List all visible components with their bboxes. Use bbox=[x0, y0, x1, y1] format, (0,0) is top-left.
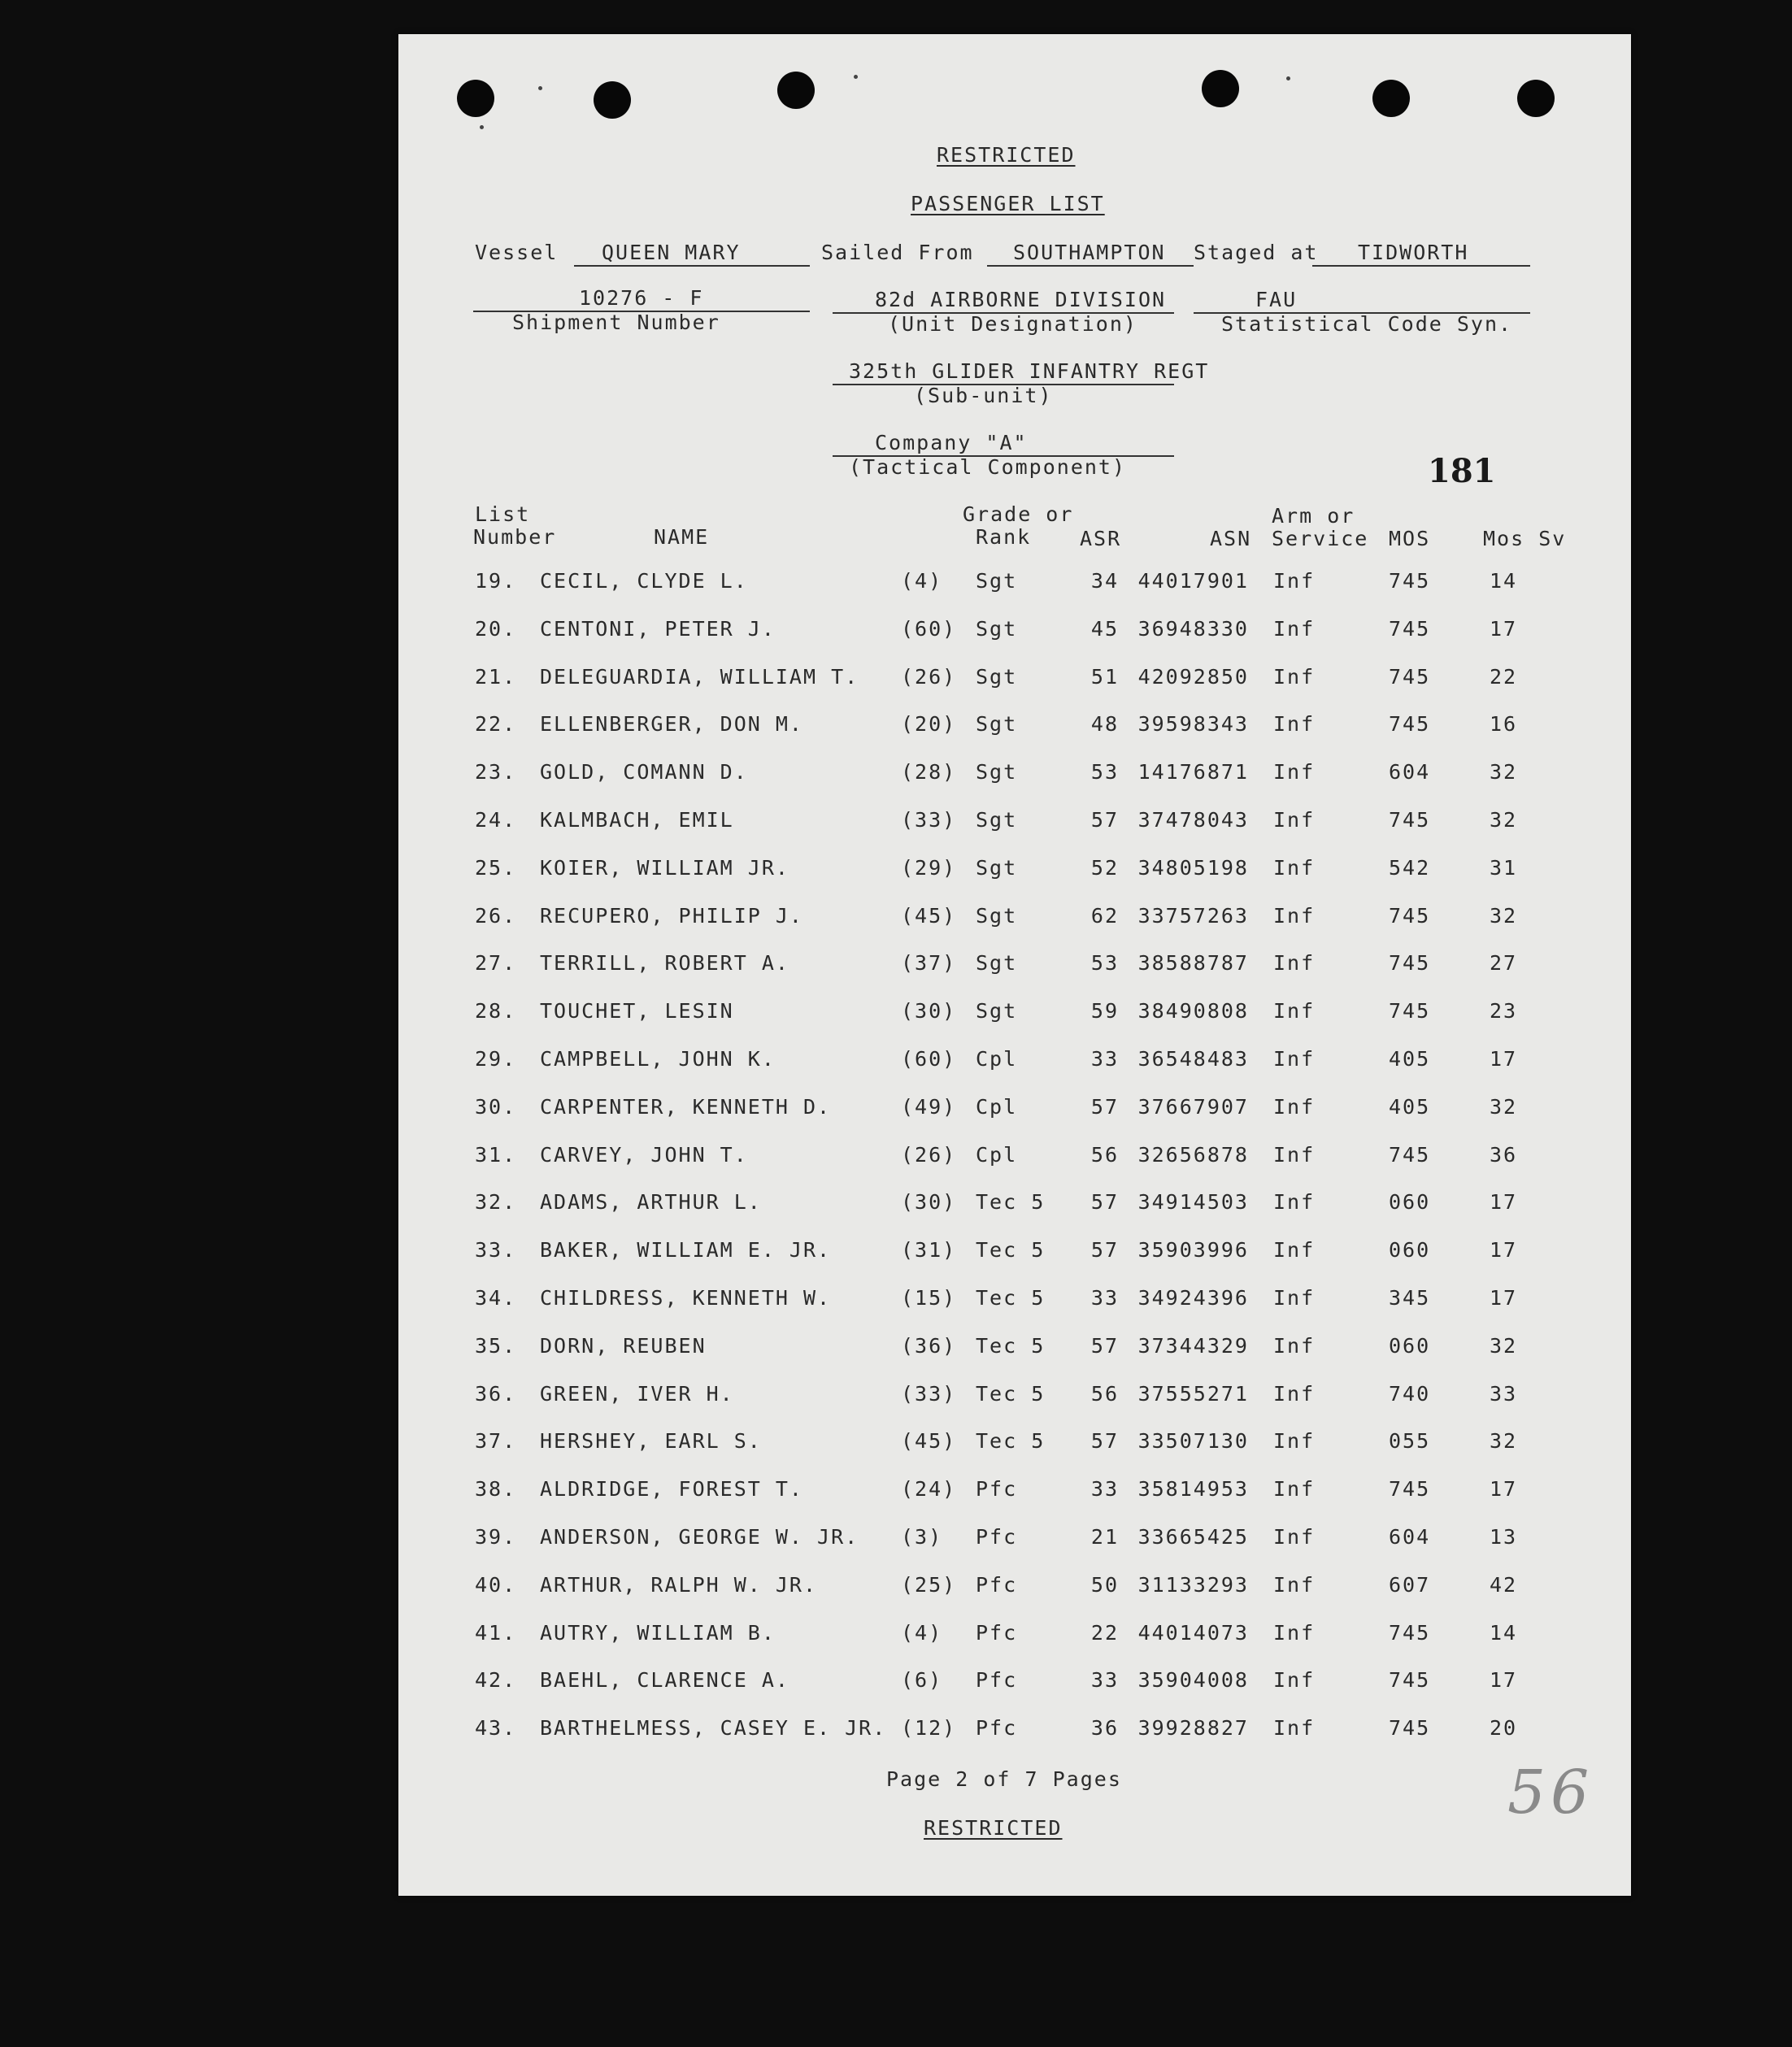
mos-code: 745 bbox=[1389, 1716, 1431, 1741]
mos-service: 14 bbox=[1490, 1620, 1518, 1645]
passenger-name: BAKER, WILLIAM E. JR. bbox=[540, 1238, 832, 1263]
passenger-name: KALMBACH, EMIL bbox=[540, 808, 734, 832]
mos-code: 604 bbox=[1389, 760, 1431, 784]
mos-service: 17 bbox=[1490, 1047, 1518, 1071]
mos-service: 32 bbox=[1490, 760, 1518, 784]
col-arm-bottom: Service bbox=[1272, 527, 1369, 550]
passenger-name: HERSHEY, EARL S. bbox=[540, 1429, 762, 1454]
restricted-footer: RESTRICTED bbox=[924, 1816, 1063, 1840]
vessel-name: QUEEN MARY bbox=[602, 241, 741, 264]
mos-code: 745 bbox=[1389, 1620, 1431, 1645]
asr-score: 48 bbox=[1090, 712, 1119, 737]
army-serial-number: 34914503 bbox=[1137, 1190, 1249, 1215]
arm-service: Inf bbox=[1273, 1094, 1316, 1119]
mos-code: 745 bbox=[1389, 951, 1431, 976]
mos-service: 32 bbox=[1490, 1333, 1518, 1358]
code-number: (4) bbox=[901, 569, 943, 593]
col-mos: MOS bbox=[1389, 527, 1431, 550]
asr-score: 33 bbox=[1090, 1477, 1119, 1502]
mos-service: 17 bbox=[1490, 1286, 1518, 1310]
army-serial-number: 38588787 bbox=[1137, 951, 1249, 976]
mos-code: 607 bbox=[1389, 1572, 1431, 1597]
table-row bbox=[398, 1573, 1631, 1606]
mos-service: 17 bbox=[1490, 1238, 1518, 1263]
passenger-name: CARPENTER, KENNETH D. bbox=[540, 1094, 832, 1119]
table-row bbox=[398, 1382, 1631, 1415]
passenger-name: AUTRY, WILLIAM B. bbox=[540, 1620, 776, 1645]
passenger-name: CENTONI, PETER J. bbox=[540, 616, 776, 641]
code-number: (31) bbox=[901, 1238, 957, 1263]
asr-score: 56 bbox=[1090, 1381, 1119, 1406]
passenger-name: ARTHUR, RALPH W. JR. bbox=[540, 1572, 818, 1597]
code-label: Statistical Code Syn. bbox=[1221, 312, 1513, 336]
passenger-name: CAMPBELL, JOHN K. bbox=[540, 1047, 776, 1071]
shipment-label: Shipment Number bbox=[512, 311, 720, 334]
army-serial-number: 37478043 bbox=[1137, 808, 1249, 832]
vessel-label: Vessel bbox=[475, 241, 559, 264]
grade-rank: Pfc bbox=[976, 1716, 1018, 1741]
mos-code: 405 bbox=[1389, 1047, 1431, 1071]
grade-rank: Cpl bbox=[976, 1047, 1018, 1071]
mos-code: 405 bbox=[1389, 1094, 1431, 1119]
row-number: 28. bbox=[475, 999, 517, 1023]
passenger-name: DELEGUARDIA, WILLIAM T. bbox=[540, 664, 859, 689]
table-row bbox=[398, 1716, 1631, 1749]
grade-rank: Pfc bbox=[976, 1525, 1018, 1549]
staged-at: TIDWORTH bbox=[1358, 241, 1469, 264]
table-row bbox=[398, 569, 1631, 602]
arm-service: Inf bbox=[1273, 569, 1316, 593]
table-row bbox=[398, 1286, 1631, 1319]
asr-score: 53 bbox=[1090, 951, 1119, 976]
code-number: (6) bbox=[901, 1668, 943, 1693]
tactical-component: Company "A" bbox=[875, 431, 1028, 454]
grade-rank: Tec 5 bbox=[976, 1429, 1046, 1454]
army-serial-number: 35814953 bbox=[1137, 1477, 1249, 1502]
code-number: (33) bbox=[901, 808, 957, 832]
punch-hole bbox=[1372, 80, 1410, 117]
grade-rank: Pfc bbox=[976, 1572, 1018, 1597]
col-grade-bottom: Rank bbox=[976, 525, 1032, 549]
code-number: (28) bbox=[901, 760, 957, 784]
arm-service: Inf bbox=[1273, 951, 1316, 976]
mos-service: 36 bbox=[1490, 1142, 1518, 1167]
restricted-header: RESTRICTED bbox=[937, 143, 1076, 167]
col-asn: ASN bbox=[1210, 527, 1252, 550]
arm-service: Inf bbox=[1273, 1477, 1316, 1502]
asr-score: 52 bbox=[1090, 855, 1119, 880]
grade-rank: Sgt bbox=[976, 569, 1018, 593]
asr-score: 57 bbox=[1090, 1094, 1119, 1119]
grade-rank: Sgt bbox=[976, 712, 1018, 737]
arm-service: Inf bbox=[1273, 1381, 1316, 1406]
passenger-name: ANDERSON, GEORGE W. JR. bbox=[540, 1525, 859, 1549]
code-number: (37) bbox=[901, 951, 957, 976]
grade-rank: Sgt bbox=[976, 999, 1018, 1023]
table-row bbox=[398, 712, 1631, 745]
passenger-name: CECIL, CLYDE L. bbox=[540, 569, 748, 593]
code-number: (12) bbox=[901, 1716, 957, 1741]
code-number: (36) bbox=[901, 1333, 957, 1358]
sailed-label: Sailed From bbox=[821, 241, 974, 264]
mos-service: 17 bbox=[1490, 1477, 1518, 1502]
table-row bbox=[398, 999, 1631, 1032]
passenger-name: ELLENBERGER, DON M. bbox=[540, 712, 803, 737]
asr-score: 59 bbox=[1090, 999, 1119, 1023]
mos-code: 745 bbox=[1389, 712, 1431, 737]
table-row bbox=[398, 1095, 1631, 1128]
mos-service: 20 bbox=[1490, 1716, 1518, 1741]
mos-code: 745 bbox=[1389, 1142, 1431, 1167]
mos-code: 060 bbox=[1389, 1333, 1431, 1358]
army-serial-number: 37667907 bbox=[1137, 1094, 1249, 1119]
row-number: 43. bbox=[475, 1716, 517, 1741]
sub-unit-label: (Sub-unit) bbox=[914, 384, 1053, 407]
army-serial-number: 37344329 bbox=[1137, 1333, 1249, 1358]
grade-rank: Sgt bbox=[976, 855, 1018, 880]
arm-service: Inf bbox=[1273, 1716, 1316, 1741]
passenger-name: KOIER, WILLIAM JR. bbox=[540, 855, 789, 880]
mos-code: 745 bbox=[1389, 999, 1431, 1023]
army-serial-number: 42092850 bbox=[1137, 664, 1249, 689]
mos-code: 060 bbox=[1389, 1190, 1431, 1215]
shipment-number: 10276 - F bbox=[579, 286, 704, 310]
row-number: 23. bbox=[475, 760, 517, 784]
mos-code: 745 bbox=[1389, 808, 1431, 832]
army-serial-number: 34924396 bbox=[1137, 1286, 1249, 1310]
grade-rank: Sgt bbox=[976, 616, 1018, 641]
sailed-from: SOUTHAMPTON bbox=[1013, 241, 1166, 264]
passenger-name: GOLD, COMANN D. bbox=[540, 760, 748, 784]
grade-rank: Sgt bbox=[976, 664, 1018, 689]
asr-score: 57 bbox=[1090, 808, 1119, 832]
asr-score: 56 bbox=[1090, 1142, 1119, 1167]
code-number: (49) bbox=[901, 1094, 957, 1119]
code-number: (30) bbox=[901, 999, 957, 1023]
arm-service: Inf bbox=[1273, 664, 1316, 689]
row-number: 20. bbox=[475, 616, 517, 641]
arm-service: Inf bbox=[1273, 760, 1316, 784]
arm-service: Inf bbox=[1273, 1286, 1316, 1310]
asr-score: 33 bbox=[1090, 1668, 1119, 1693]
army-serial-number: 39598343 bbox=[1137, 712, 1249, 737]
punch-hole bbox=[457, 80, 494, 117]
arm-service: Inf bbox=[1273, 1668, 1316, 1693]
army-serial-number: 44014073 bbox=[1137, 1620, 1249, 1645]
mos-service: 32 bbox=[1490, 903, 1518, 928]
asr-score: 51 bbox=[1090, 664, 1119, 689]
mos-code: 745 bbox=[1389, 1668, 1431, 1693]
mos-code: 604 bbox=[1389, 1525, 1431, 1549]
asr-score: 57 bbox=[1090, 1190, 1119, 1215]
asr-score: 36 bbox=[1090, 1716, 1119, 1741]
code-number: (45) bbox=[901, 1429, 957, 1454]
army-serial-number: 38490808 bbox=[1137, 999, 1249, 1023]
row-number: 42. bbox=[475, 1668, 517, 1693]
asr-score: 34 bbox=[1090, 569, 1119, 593]
arm-service: Inf bbox=[1273, 1620, 1316, 1645]
col-asr: ASR bbox=[1080, 527, 1122, 550]
row-number: 29. bbox=[475, 1047, 517, 1071]
asr-score: 53 bbox=[1090, 760, 1119, 784]
row-number: 24. bbox=[475, 808, 517, 832]
unit-designation: 82d AIRBORNE DIVISION bbox=[875, 288, 1167, 311]
arm-service: Inf bbox=[1273, 1525, 1316, 1549]
row-number: 34. bbox=[475, 1286, 517, 1310]
code-number: (29) bbox=[901, 855, 957, 880]
grade-rank: Cpl bbox=[976, 1094, 1018, 1119]
grade-rank: Sgt bbox=[976, 808, 1018, 832]
asr-score: 33 bbox=[1090, 1286, 1119, 1310]
code-number: (33) bbox=[901, 1381, 957, 1406]
row-number: 30. bbox=[475, 1094, 517, 1119]
row-number: 38. bbox=[475, 1477, 517, 1502]
table-row bbox=[398, 1190, 1631, 1223]
arm-service: Inf bbox=[1273, 1142, 1316, 1167]
arm-service: Inf bbox=[1273, 1429, 1316, 1454]
code-number: (30) bbox=[901, 1190, 957, 1215]
grade-rank: Sgt bbox=[976, 951, 1018, 976]
table-row bbox=[398, 1477, 1631, 1510]
row-number: 27. bbox=[475, 951, 517, 976]
army-serial-number: 36548483 bbox=[1137, 1047, 1249, 1071]
asr-score: 62 bbox=[1090, 903, 1119, 928]
staged-label: Staged at bbox=[1194, 241, 1319, 264]
grade-rank: Sgt bbox=[976, 903, 1018, 928]
passenger-name: TERRILL, ROBERT A. bbox=[540, 951, 789, 976]
mos-service: 17 bbox=[1490, 1668, 1518, 1693]
unit-label: (Unit Designation) bbox=[888, 312, 1137, 336]
row-number: 31. bbox=[475, 1142, 517, 1167]
passenger-name: BAEHL, CLARENCE A. bbox=[540, 1668, 789, 1693]
asr-score: 57 bbox=[1090, 1238, 1119, 1263]
table-row bbox=[398, 665, 1631, 698]
mos-service: 13 bbox=[1490, 1525, 1518, 1549]
col-name: NAME bbox=[654, 525, 710, 549]
sub-unit: 325th GLIDER INFANTRY REGT bbox=[849, 359, 1210, 383]
mos-code: 060 bbox=[1389, 1238, 1431, 1263]
code-number: (4) bbox=[901, 1620, 943, 1645]
asr-score: 57 bbox=[1090, 1429, 1119, 1454]
mos-service: 27 bbox=[1490, 951, 1518, 976]
passenger-name: CARVEY, JOHN T. bbox=[540, 1142, 748, 1167]
code-number: (3) bbox=[901, 1525, 943, 1549]
passenger-name: GREEN, IVER H. bbox=[540, 1381, 734, 1406]
grade-rank: Pfc bbox=[976, 1668, 1018, 1693]
speck bbox=[538, 86, 542, 90]
grade-rank: Tec 5 bbox=[976, 1286, 1046, 1310]
vessel-underline bbox=[574, 265, 810, 267]
grade-rank: Pfc bbox=[976, 1477, 1018, 1502]
grade-rank: Sgt bbox=[976, 760, 1018, 784]
arm-service: Inf bbox=[1273, 1047, 1316, 1071]
code-number: (20) bbox=[901, 712, 957, 737]
mos-code: 055 bbox=[1389, 1429, 1431, 1454]
col-arm-top: Arm or bbox=[1272, 504, 1355, 528]
code-number: (26) bbox=[901, 1142, 957, 1167]
row-number: 25. bbox=[475, 855, 517, 880]
speck bbox=[1286, 76, 1290, 80]
mos-code: 740 bbox=[1389, 1381, 1431, 1406]
mos-service: 42 bbox=[1490, 1572, 1518, 1597]
mos-service: 17 bbox=[1490, 616, 1518, 641]
asr-score: 21 bbox=[1090, 1525, 1119, 1549]
arm-service: Inf bbox=[1273, 1333, 1316, 1358]
mos-service: 33 bbox=[1490, 1381, 1518, 1406]
code-number: (24) bbox=[901, 1477, 957, 1502]
table-row bbox=[398, 1668, 1631, 1701]
table-row bbox=[398, 1525, 1631, 1558]
table-row bbox=[398, 856, 1631, 889]
handwritten-page-number: 56 bbox=[1507, 1758, 1594, 1828]
row-number: 19. bbox=[475, 569, 517, 593]
document-page bbox=[398, 34, 1631, 1896]
row-number: 21. bbox=[475, 664, 517, 689]
mos-service: 32 bbox=[1490, 1094, 1518, 1119]
col-list-top: List bbox=[475, 502, 531, 526]
speck bbox=[480, 125, 484, 129]
army-serial-number: 33507130 bbox=[1137, 1429, 1249, 1454]
table-row bbox=[398, 904, 1631, 937]
mos-service: 32 bbox=[1490, 808, 1518, 832]
table-row bbox=[398, 760, 1631, 793]
mos-code: 542 bbox=[1389, 855, 1431, 880]
table-row bbox=[398, 1143, 1631, 1176]
statistical-code: FAU bbox=[1255, 288, 1298, 311]
row-number: 37. bbox=[475, 1429, 517, 1454]
army-serial-number: 32656878 bbox=[1137, 1142, 1249, 1167]
arm-service: Inf bbox=[1273, 712, 1316, 737]
mos-service: 22 bbox=[1490, 664, 1518, 689]
row-number: 36. bbox=[475, 1381, 517, 1406]
mos-service: 16 bbox=[1490, 712, 1518, 737]
asr-score: 45 bbox=[1090, 616, 1119, 641]
mos-service: 32 bbox=[1490, 1429, 1518, 1454]
grade-rank: Tec 5 bbox=[976, 1190, 1046, 1215]
document-title: PASSENGER LIST bbox=[911, 192, 1105, 215]
row-number: 35. bbox=[475, 1333, 517, 1358]
grade-rank: Tec 5 bbox=[976, 1238, 1046, 1263]
grade-rank: Tec 5 bbox=[976, 1333, 1046, 1358]
code-number: (25) bbox=[901, 1572, 957, 1597]
staged-underline bbox=[1312, 265, 1530, 267]
arm-service: Inf bbox=[1273, 808, 1316, 832]
table-row bbox=[398, 1621, 1631, 1654]
arm-service: Inf bbox=[1273, 1238, 1316, 1263]
col-list-bottom: Number bbox=[473, 525, 557, 549]
mos-service: 14 bbox=[1490, 569, 1518, 593]
mos-code: 745 bbox=[1389, 1477, 1431, 1502]
army-serial-number: 35904008 bbox=[1137, 1668, 1249, 1693]
passenger-name: DORN, REUBEN bbox=[540, 1333, 707, 1358]
grade-rank: Pfc bbox=[976, 1620, 1018, 1645]
asr-score: 22 bbox=[1090, 1620, 1119, 1645]
col-grade-top: Grade or bbox=[963, 502, 1074, 526]
code-number: (60) bbox=[901, 1047, 957, 1071]
army-serial-number: 44017901 bbox=[1137, 569, 1249, 593]
row-number: 41. bbox=[475, 1620, 517, 1645]
table-row bbox=[398, 1238, 1631, 1271]
mos-service: 23 bbox=[1490, 999, 1518, 1023]
army-serial-number: 39928827 bbox=[1137, 1716, 1249, 1741]
row-number: 26. bbox=[475, 903, 517, 928]
mos-code: 745 bbox=[1389, 569, 1431, 593]
asr-score: 33 bbox=[1090, 1047, 1119, 1071]
mos-code: 745 bbox=[1389, 903, 1431, 928]
arm-service: Inf bbox=[1273, 855, 1316, 880]
passenger-name: ALDRIDGE, FOREST T. bbox=[540, 1477, 803, 1502]
army-serial-number: 37555271 bbox=[1137, 1381, 1249, 1406]
army-serial-number: 33757263 bbox=[1137, 903, 1249, 928]
code-number: (45) bbox=[901, 903, 957, 928]
army-serial-number: 31133293 bbox=[1137, 1572, 1249, 1597]
mos-service: 17 bbox=[1490, 1190, 1518, 1215]
punch-hole bbox=[777, 72, 815, 109]
passenger-name: CHILDRESS, KENNETH W. bbox=[540, 1286, 832, 1310]
table-row bbox=[398, 1429, 1631, 1462]
arm-service: Inf bbox=[1273, 999, 1316, 1023]
passenger-name: ADAMS, ARTHUR L. bbox=[540, 1190, 762, 1215]
speck bbox=[854, 75, 858, 79]
arm-service: Inf bbox=[1273, 903, 1316, 928]
row-number: 39. bbox=[475, 1525, 517, 1549]
punch-hole bbox=[1517, 80, 1555, 117]
row-number: 40. bbox=[475, 1572, 517, 1597]
table-row bbox=[398, 951, 1631, 984]
mos-code: 345 bbox=[1389, 1286, 1431, 1310]
arm-service: Inf bbox=[1273, 1190, 1316, 1215]
page-indicator: Page 2 of 7 Pages bbox=[886, 1767, 1122, 1791]
code-number: (26) bbox=[901, 664, 957, 689]
row-number: 32. bbox=[475, 1190, 517, 1215]
army-serial-number: 33665425 bbox=[1137, 1525, 1249, 1549]
mos-code: 745 bbox=[1389, 664, 1431, 689]
passenger-name: RECUPERO, PHILIP J. bbox=[540, 903, 803, 928]
table-row bbox=[398, 808, 1631, 841]
code-number: (15) bbox=[901, 1286, 957, 1310]
punch-hole bbox=[594, 81, 631, 119]
row-number: 22. bbox=[475, 712, 517, 737]
mos-code: 745 bbox=[1389, 616, 1431, 641]
arm-service: Inf bbox=[1273, 1572, 1316, 1597]
row-number: 33. bbox=[475, 1238, 517, 1263]
army-serial-number: 14176871 bbox=[1137, 760, 1249, 784]
army-serial-number: 34805198 bbox=[1137, 855, 1249, 880]
passenger-name: TOUCHET, LESIN bbox=[540, 999, 734, 1023]
asr-score: 57 bbox=[1090, 1333, 1119, 1358]
code-number: (60) bbox=[901, 616, 957, 641]
asr-score: 50 bbox=[1090, 1572, 1119, 1597]
arm-service: Inf bbox=[1273, 616, 1316, 641]
stamp-number: 181 bbox=[1428, 452, 1496, 490]
table-row bbox=[398, 1334, 1631, 1367]
component-label: (Tactical Component) bbox=[849, 455, 1127, 479]
grade-rank: Tec 5 bbox=[976, 1381, 1046, 1406]
sailed-underline bbox=[987, 265, 1194, 267]
army-serial-number: 36948330 bbox=[1137, 616, 1249, 641]
table-row bbox=[398, 1047, 1631, 1080]
punch-hole bbox=[1202, 70, 1239, 107]
army-serial-number: 35903996 bbox=[1137, 1238, 1249, 1263]
grade-rank: Cpl bbox=[976, 1142, 1018, 1167]
mos-service: 31 bbox=[1490, 855, 1518, 880]
passenger-name: BARTHELMESS, CASEY E. JR. bbox=[540, 1716, 887, 1741]
table-row bbox=[398, 617, 1631, 650]
col-mos-sv: Mos Sv bbox=[1483, 527, 1567, 550]
